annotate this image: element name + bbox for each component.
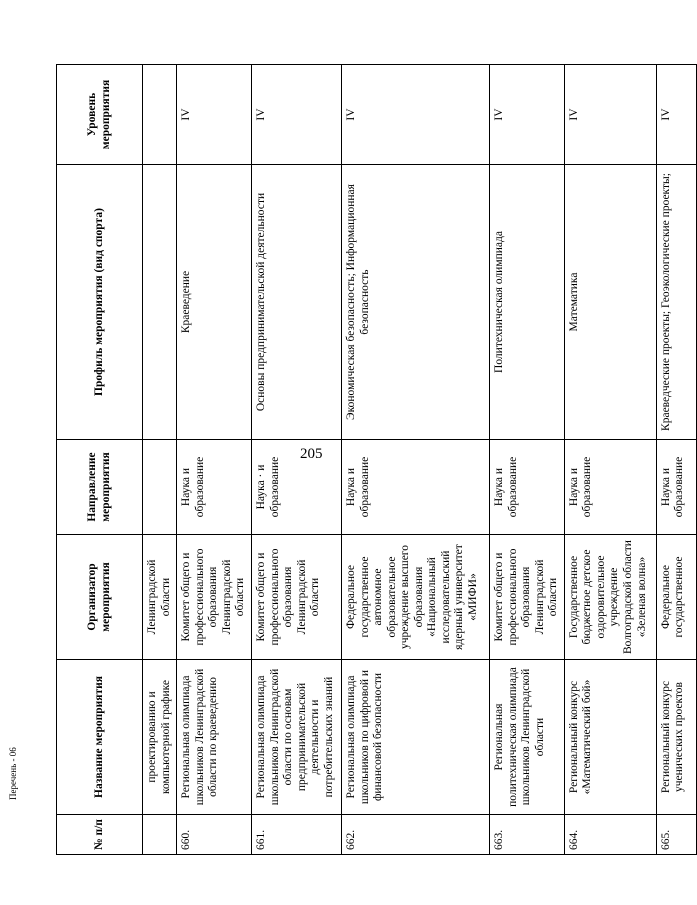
table-row: [341, 65, 489, 855]
cell-direction: [143, 440, 177, 535]
cell-level: IV: [177, 65, 252, 165]
table-row: [564, 65, 656, 855]
cell-organizer: Федеральное государственное автономное образовательное учреждение высшего образования «Национальный исследовательский ядерный университет «МИФИ»: [341, 535, 489, 660]
cell-organizer: Ленинградской области: [143, 535, 177, 660]
cell-level: IV: [564, 65, 656, 165]
cell-name: Региональная олимпиада школьников Ленинградской области по основам предпринимательской деятельности и потребительских знаний: [251, 660, 341, 815]
cell-level: IV: [489, 65, 564, 165]
cell-num: [143, 815, 177, 855]
events-table: [56, 64, 697, 855]
page-number: 205: [300, 446, 323, 462]
cell-level: IV: [656, 65, 696, 165]
cell-num: 665.: [656, 815, 696, 855]
cell-name: Региональный конкурс «Математический бой»: [564, 660, 656, 815]
cell-num: 661.: [251, 815, 341, 855]
cell-profile: Политехническая олимпиада: [489, 165, 564, 440]
cell-level: IV: [251, 65, 341, 165]
cell-name: Региональная олимпиада школьников Ленинградской области по краеведению: [177, 660, 252, 815]
cell-level: [143, 65, 177, 165]
header-level: Уровень мероприятия: [57, 65, 143, 165]
footer-code: Перечень - 06: [8, 747, 18, 800]
header-name: Название мероприятия: [57, 660, 143, 815]
table-row: [251, 65, 341, 855]
cell-profile: Экономическая безопасность; Информационная безопасность: [341, 165, 489, 440]
cell-direction: Наука · и образование: [251, 440, 341, 535]
cell-organizer: Комитет общего и профессионального образования Ленинградской области: [251, 535, 341, 660]
cell-organizer: Комитет общего и профессионального образования Ленинградской области: [489, 535, 564, 660]
cell-num: 664.: [564, 815, 656, 855]
table-row: [143, 65, 177, 855]
cell-direction: Наука и образование: [656, 440, 696, 535]
table-row: [656, 65, 696, 855]
cell-organizer: Государственное бюджетное детское оздоровительное учреждение Волгоградской области «Зеленая волна»: [564, 535, 656, 660]
cell-profile: [143, 165, 177, 440]
cell-profile: Краеведческие проекты; Геоэкологические проекты;: [656, 165, 696, 440]
cell-profile: Математика: [564, 165, 656, 440]
table-row: [177, 65, 252, 855]
header-direction: Направление мероприятия: [57, 440, 143, 535]
cell-direction: Наука и образование: [489, 440, 564, 535]
header-num: № п/п: [57, 815, 143, 855]
cell-num: 660.: [177, 815, 252, 855]
header-organizer: Организатор мероприятия: [57, 535, 143, 660]
cell-name: Региональный конкурс ученических проектов: [656, 660, 696, 815]
table-header-row: [57, 65, 143, 855]
cell-organizer: Федеральное государственное: [656, 535, 696, 660]
cell-direction: Наука и образование: [564, 440, 656, 535]
cell-profile: Основы предпринимательской деятельности: [251, 165, 341, 440]
cell-num: 663.: [489, 815, 564, 855]
cell-level: IV: [341, 65, 489, 165]
cell-num: 662.: [341, 815, 489, 855]
rotated-table-container: [56, 65, 686, 855]
cell-name: проектированию и компьютерной графике: [143, 660, 177, 815]
cell-name: Региональная политехническая олимпиада школьников Ленинградской области: [489, 660, 564, 815]
cell-direction: Наука и образование: [341, 440, 489, 535]
cell-profile: Краеведение: [177, 165, 252, 440]
table-row: [489, 65, 564, 855]
cell-direction: Наука и образование: [177, 440, 252, 535]
cell-organizer: Комитет общего и профессионального образования Ленинградской области: [177, 535, 252, 660]
cell-name: Региональная олимпиада школьников по цифровой и финансовой безопасности: [341, 660, 489, 815]
header-profile: Профиль мероприятия (вид спорта): [57, 165, 143, 440]
